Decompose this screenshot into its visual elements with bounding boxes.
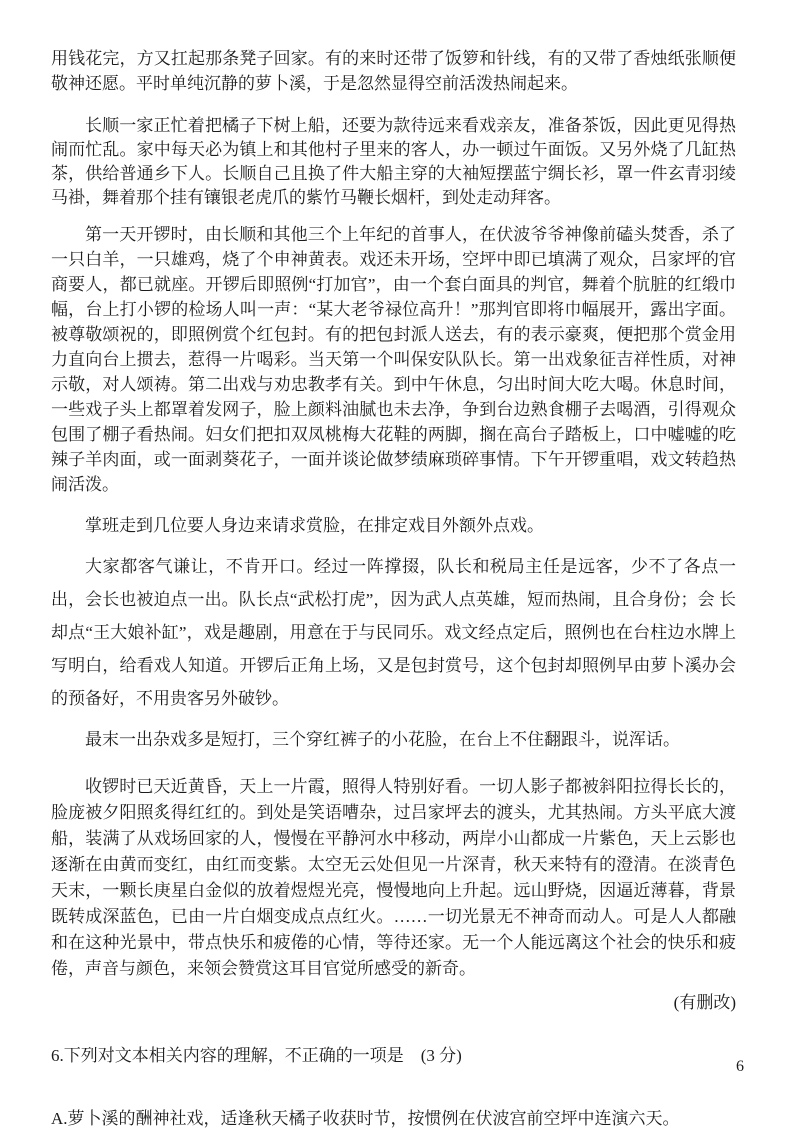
option-a: A.萝卜溪的酬神社戏，适逢秋天橘子收获时节，按惯例在伏波宫前空坪中连演六天。 xyxy=(51,1109,680,1128)
passage-paragraph: 掌班走到几位要人身边来请求赏脸，在排定戏目外额外点戏。 xyxy=(85,516,544,535)
passage-paragraph: 最末一出杂戏多是短打，三个穿红裤子的小花脸，在台上不住翻跟斗，说浑话。 xyxy=(85,730,680,749)
passage-paragraph: 长顺一家正忙着把橘子下树上船，还要为款待远来看戏亲友，准备茶饭，因此更见得热闹而忙乱。家中每天必为镇上和其他村子里来的客人，办一顿过午面饭。又另外烧了几缸热茶，供给普通乡下人。长顺自己且换了件大船主穿的大袖短摆蓝宁绸长衫，罩一件玄青羽绫马褂，舞着那个挂有镶银老虎爪的紫竹马鞭长烟杆，到处走动拜客。 xyxy=(51,116,736,207)
passage-paragraph: 第一天开锣时，由长顺和其他三个上年纪的首事人，在伏波爷爷神像前磕头焚香，杀了一只白羊，一只雄鸡，烧了个申神黄表。戏还未开场，空坪中即已填满了观众，吕家坪的官商要人，都已就座。开锣后即照例“打加官”，由一个套白面具的判官，舞着个肮脏的红缎巾幅，台上打小锣的检场人叫一声：“某大老爷禄位高升！”那判官即将巾幅展开，露出字面。被尊敬颂祝的，即照例赏个红包封。有的把包封派人送去，有的表示豪爽，便把那个赏金用力直向台上掼去，惹得一片喝彩。当天第一个叫保安队队长。第一出戏象征吉祥性质，对神示敬，对人颂祷。第二出戏与劝忠教孝有关。到中午休息，匀出时间大吃大喝。休息时间，一些戏子头上都罩着发网子，脸上颜料油腻也未去净，争到台边熟食棚子去喝酒，引得观众包围了棚子看热闹。妇女们把扣双凤桃梅大花鞋的两脚，搁在高台子踏板上，口中嘘嘘的吃辣子羊肉面，或一面剥葵花子，一面并谈论做梦绩麻琐碎事情。下午开锣重唱，戏文转趋热闹活泼。 xyxy=(51,225,736,494)
passage-paragraph: 收锣时已天近黄昏，天上一片霞，照得人特别好看。一切人影子都被斜阳拉得长长的， 脸庞被夕阳照炙得红红的。到处是笑语嘈杂，过吕家坪去的渡头，尤其热闹。方头平底大渡船，装满了从戏场回家的人，慢慢在平静河水中移动，两岸小山都成一片紫色，天上云影也逐渐在由黄而变红，由红而变紫。太空无云处但见一片深青，秋天来特有的澄清。在淡青色天末，一颗长庚星白金似的放着煜煜光亮，慢慢地向上升起。远山野烧，因逼近薄暮，背景既转成深蓝色，已由一片白烟变成点点红火。……一切光景无不神奇而动人。可是人人都融和在这种光景中，带点快乐和疲倦的心情，等待还家。无一个人能远离这个社会的快乐和疲倦，声音与颜色，来领会赞赏这耳目官觉所感受的新奇。 xyxy=(51,777,736,978)
passage-paragraph: 大家都客气谦让，不肯开口。经过一阵撑掇，队长和税局主任是远客，少不了各点一 出，会长也被迫点一出。队长点“武松打虎”，因为武人点英雄，短而热闹，且合身份；会 长却点“王大娘补缸”，戏是趣剧，用意在于与民同乐。戏文经点定后，照例也在台柱边水牌上写明白，给看戏人知道。开锣后正角上场，又是包封赏号，这个包封却照例早由萝卜溪办会的预备好，不用贵客另外破钞。 xyxy=(51,557,736,708)
page-number: 6 xyxy=(736,1058,744,1075)
attribution-note: (有删改) xyxy=(673,993,736,1012)
passage-paragraph: 用钱花完，方又扛起那条凳子回家。有的来时还带了饭箩和针线，有的又带了香烛纸张顺便敬神还愿。平时单纯沉静的萝卜溪，于是忽然显得空前活泼热闹起来。 xyxy=(51,49,736,93)
question-6: 6.下列对文本相关内容的理解，不正确的一项是 (3 分) xyxy=(51,1046,462,1065)
